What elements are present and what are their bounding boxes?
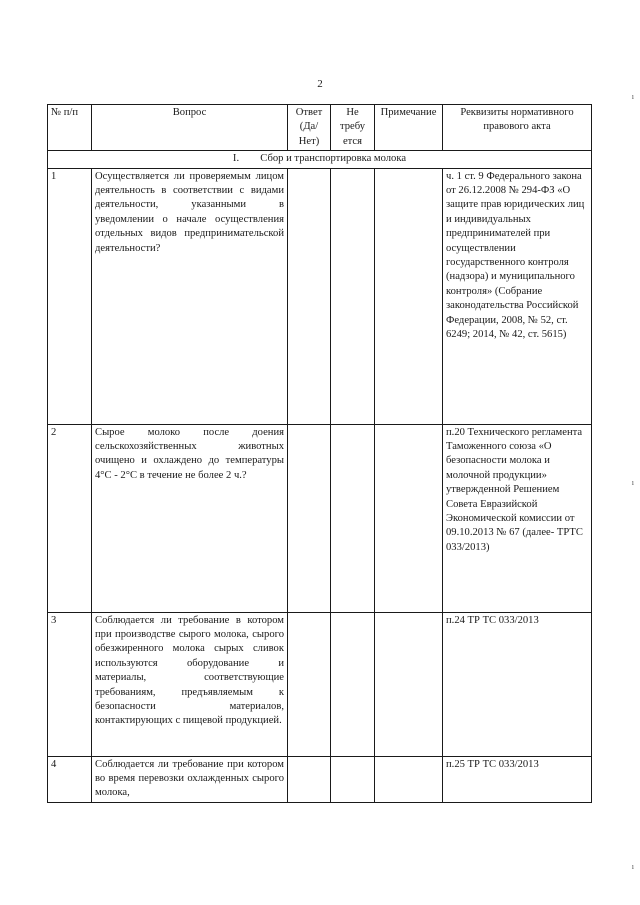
header-row [48, 105, 592, 151]
header-question: Вопрос [92, 105, 288, 151]
checklist-table [47, 104, 592, 803]
table-row [48, 612, 592, 756]
table-row [48, 168, 592, 424]
row-requisite: п.24 ТР ТС 033/2013 [443, 612, 592, 756]
row-answer-cell [288, 612, 331, 756]
table-row [48, 756, 592, 802]
section-title: I. Сбор и транспортировка молока [48, 151, 592, 168]
row-question: Соблюдается ли требование при котором во время перевозки охлажденных сырого молока, [92, 756, 288, 802]
row-requisite: п.20 Технического регламента Таможенного союза «О безопасности молока и молочной продукции» утвержденной Решением Совета Евразийской Экономической комиссии от 09.10.2013 № 67 (далее- ТРТС 033/2013) [443, 424, 592, 612]
row-not-required-cell [331, 756, 375, 802]
row-not-required-cell [331, 612, 375, 756]
row-note-cell [375, 612, 443, 756]
scan-margin-mark: ı [631, 862, 634, 871]
row-question: Осуществляется ли проверяемым лицом деятельность в соответствии с видами деятельности, указанными в уведомлении о начале осуществления отдельных видов предпринимательской деятельности? [92, 168, 288, 424]
section-row [48, 151, 592, 168]
table-row [48, 424, 592, 612]
scan-margin-mark: ı [631, 478, 634, 487]
row-number: 1 [48, 168, 92, 424]
row-number: 4 [48, 756, 92, 802]
row-question: Соблюдается ли требование в котором при производстве сырого молока, сырого обезжиренного молока сырых сливок используются оборудование и материалы, соответствующие требованиям, предъявляемым к безопасности материалов, контактирующих с пищевой продукцией. [92, 612, 288, 756]
row-note-cell [375, 424, 443, 612]
header-requisites: Реквизиты нормативного правового акта [443, 105, 592, 151]
row-number: 3 [48, 612, 92, 756]
header-not-required: Не требу ется [331, 105, 375, 151]
page-number: 2 [317, 78, 323, 90]
row-answer-cell [288, 424, 331, 612]
row-not-required-cell [331, 424, 375, 612]
row-requisite: ч. 1 ст. 9 Федерального закона от 26.12.2008 № 294-ФЗ «О защите прав юридических лиц и индивидуальных предпринимателей при осуществлении государственного контроля (надзора) и муниципального контроля» (Собрание законодательства Российской Федерации, 2008, № 52, ст. 6249; 2014, № 42, ст. 5615) [443, 168, 592, 424]
row-answer-cell [288, 756, 331, 802]
row-note-cell [375, 756, 443, 802]
scan-margin-mark: ı [631, 92, 634, 101]
row-question: Сырое молоко после доения сельскохозяйственных животных очищено и охлаждено до температуры 4°С - 2°С в течение не более 2 ч.? [92, 424, 288, 612]
row-number: 2 [48, 424, 92, 612]
header-note: Примечание [375, 105, 443, 151]
row-not-required-cell [331, 168, 375, 424]
row-note-cell [375, 168, 443, 424]
row-answer-cell [288, 168, 331, 424]
header-answer: Ответ (Да/ Нет) [288, 105, 331, 151]
header-num: № п/п [48, 105, 92, 151]
row-requisite: п.25 ТР ТС 033/2013 [443, 756, 592, 802]
